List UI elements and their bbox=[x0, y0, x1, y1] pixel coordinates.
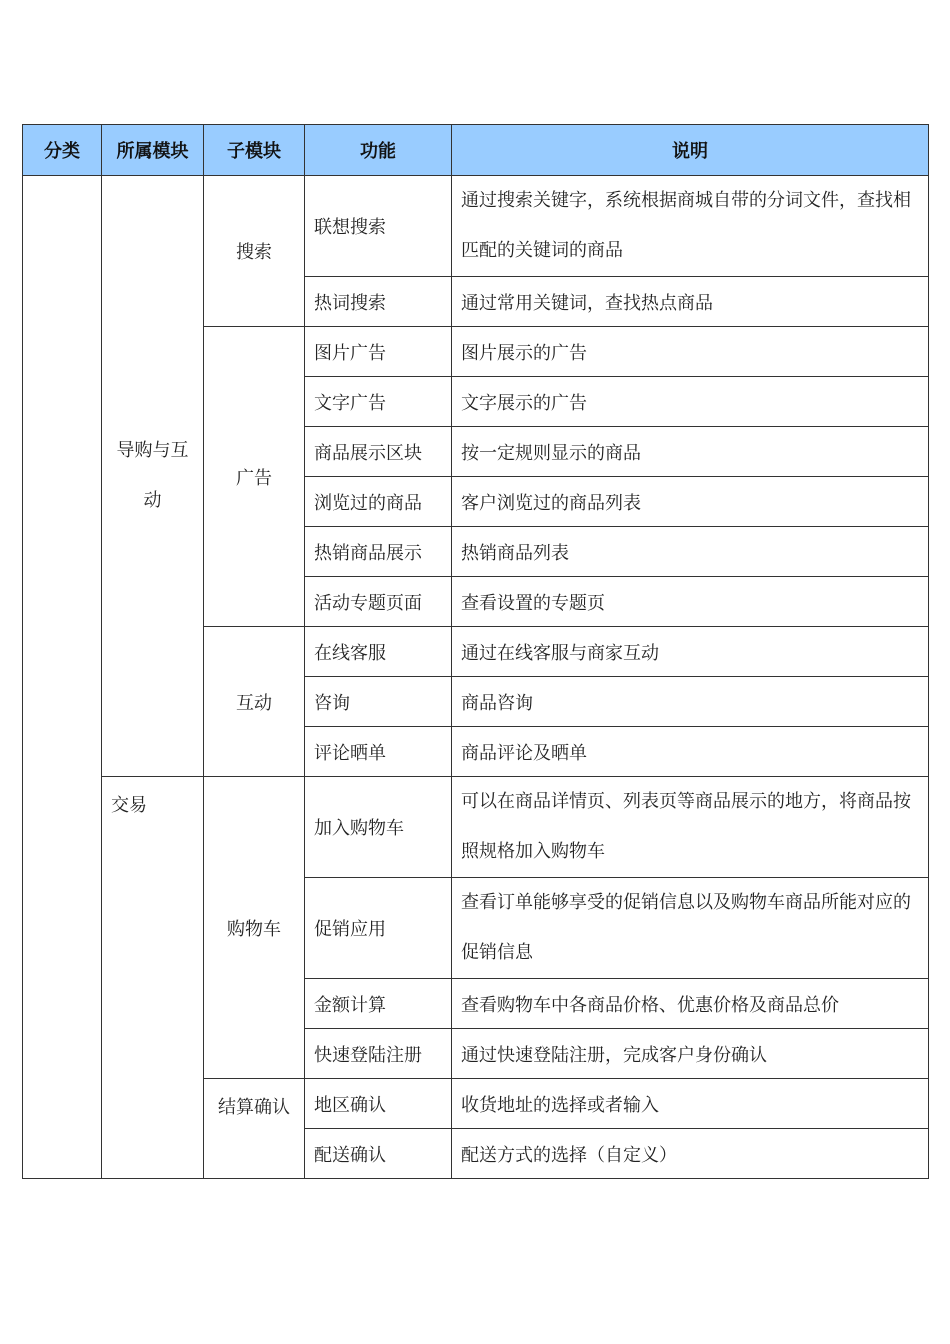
description-cell: 热销商品列表 bbox=[452, 527, 929, 577]
header-module: 所属模块 bbox=[102, 125, 204, 176]
function-cell: 金额计算 bbox=[305, 979, 452, 1029]
submodule-cell: 广告 bbox=[204, 327, 305, 627]
feature-table bbox=[22, 124, 929, 1179]
category-cell bbox=[23, 176, 102, 1179]
description-cell: 查看购物车中各商品价格、优惠价格及商品总价 bbox=[452, 979, 929, 1029]
function-cell: 快速登陆注册 bbox=[305, 1029, 452, 1079]
function-cell: 活动专题页面 bbox=[305, 577, 452, 627]
submodule-cell: 购物车 bbox=[204, 777, 305, 1079]
description-cell: 配送方式的选择（自定义） bbox=[452, 1129, 929, 1179]
description-cell: 商品咨询 bbox=[452, 677, 929, 727]
header-category: 分类 bbox=[23, 125, 102, 176]
header-submodule: 子模块 bbox=[204, 125, 305, 176]
submodule-cell: 互动 bbox=[204, 627, 305, 777]
table-header bbox=[23, 125, 929, 176]
function-cell: 配送确认 bbox=[305, 1129, 452, 1179]
function-cell: 加入购物车 bbox=[305, 777, 452, 878]
description-cell: 通过搜索关键字，系统根据商城自带的分词文件，查找相匹配的关键词的商品 bbox=[452, 176, 929, 277]
function-cell: 联想搜索 bbox=[305, 176, 452, 277]
function-cell: 商品展示区块 bbox=[305, 427, 452, 477]
description-cell: 通过快速登陆注册，完成客户身份确认 bbox=[452, 1029, 929, 1079]
description-cell: 按一定规则显示的商品 bbox=[452, 427, 929, 477]
description-cell: 通过常用关键词，查找热点商品 bbox=[452, 277, 929, 327]
function-cell: 在线客服 bbox=[305, 627, 452, 677]
module-label: 导购与互动 bbox=[116, 440, 189, 511]
description-cell: 客户浏览过的商品列表 bbox=[452, 477, 929, 527]
function-cell: 热词搜索 bbox=[305, 277, 452, 327]
submodule-cell: 搜索 bbox=[204, 176, 305, 327]
module-cell bbox=[102, 176, 204, 777]
function-cell: 热销商品展示 bbox=[305, 527, 452, 577]
function-cell: 图片广告 bbox=[305, 327, 452, 377]
function-cell: 评论晒单 bbox=[305, 727, 452, 777]
header-row bbox=[23, 125, 929, 176]
description-cell: 查看设置的专题页 bbox=[452, 577, 929, 627]
description-cell: 图片展示的广告 bbox=[452, 327, 929, 377]
table-body bbox=[23, 176, 929, 1179]
function-cell: 浏览过的商品 bbox=[305, 477, 452, 527]
description-cell: 通过在线客服与商家互动 bbox=[452, 627, 929, 677]
submodule-cell: 结算确认 bbox=[204, 1079, 305, 1179]
description-cell: 收货地址的选择或者输入 bbox=[452, 1079, 929, 1129]
table-row bbox=[23, 176, 929, 277]
description-cell: 查看订单能够享受的促销信息以及购物车商品所能对应的促销信息 bbox=[452, 878, 929, 979]
header-description: 说明 bbox=[452, 125, 929, 176]
function-cell: 咨询 bbox=[305, 677, 452, 727]
function-cell: 促销应用 bbox=[305, 878, 452, 979]
description-cell: 文字展示的广告 bbox=[452, 377, 929, 427]
module-cell: 交易 bbox=[102, 777, 204, 1179]
function-cell: 文字广告 bbox=[305, 377, 452, 427]
table-row bbox=[23, 777, 929, 878]
description-cell: 商品评论及晒单 bbox=[452, 727, 929, 777]
function-cell: 地区确认 bbox=[305, 1079, 452, 1129]
description-cell: 可以在商品详情页、列表页等商品展示的地方，将商品按照规格加入购物车 bbox=[452, 777, 929, 878]
header-function: 功能 bbox=[305, 125, 452, 176]
